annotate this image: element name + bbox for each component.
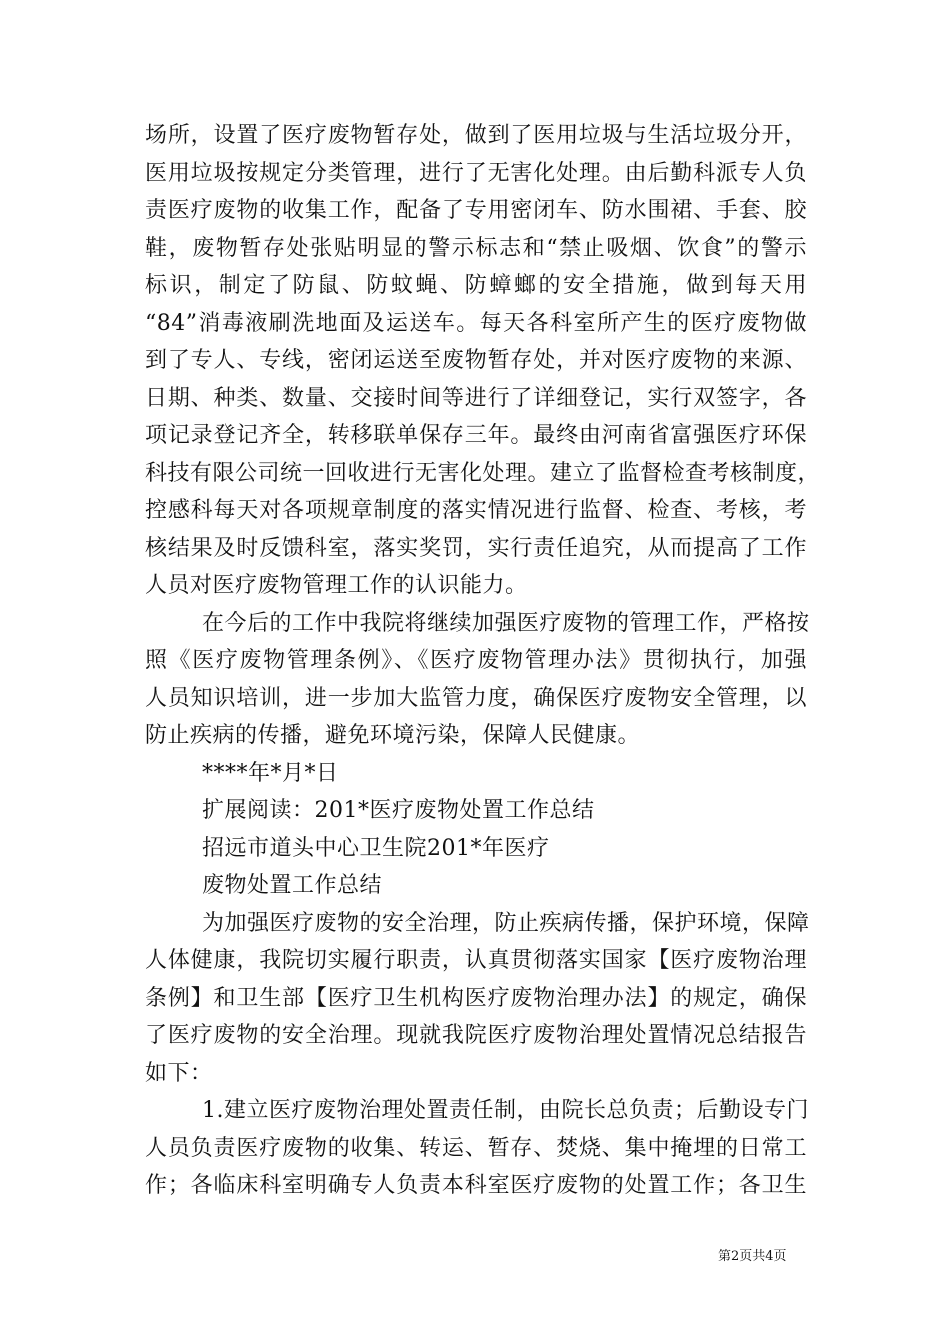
paragraph-line: 条例】和卫生部【医疗卫生机构医疗废物治理办法】的规定，确保 bbox=[145, 985, 807, 1011]
paragraph-line: 到了专人、专线，密闭运送至废物暂存处，并对医疗废物的来源、 bbox=[145, 348, 807, 373]
paragraph-line: 场所，设置了医疗废物暂存处，做到了医用垃圾与生活垃圾分开， bbox=[145, 123, 807, 148]
date-line: ****年*月*日 bbox=[202, 760, 339, 786]
paragraph-line: 1.建立医疗废物治理处置责任制，由院长总负责；后勤设专门 bbox=[202, 1098, 809, 1123]
section-title-line: 废物处置工作总结 bbox=[202, 873, 383, 898]
paragraph-line: 日期、种类、数量、交接时间等进行了详细登记，实行双签字，各 bbox=[145, 385, 807, 411]
paragraph-line: 标识，制定了防鼠、防蚊蝇、防蟑螂的安全措施，做到每天用 bbox=[145, 273, 807, 298]
paragraph-line: 人员知识培训，进一步加大监管力度，确保医疗废物安全管理，以 bbox=[145, 685, 807, 711]
paragraph-line: 照《医疗废物管理条例》、《医疗废物管理办法》贯彻执行，加强 bbox=[145, 648, 807, 673]
paragraph-line: 了医疗废物的安全治理。现就我院医疗废物治理处置情况总结报告 bbox=[145, 1023, 807, 1048]
extended-reading-line: 扩展阅读：201*医疗废物处置工作总结 bbox=[202, 798, 595, 823]
paragraph-line: 控感科每天对各项规章制度的落实情况进行监督、检查、考核，考 bbox=[145, 498, 807, 523]
paragraph-line: 人员负责医疗废物的收集、转运、暂存、焚烧、集中掩埋的日常工 bbox=[145, 1135, 807, 1161]
document-body bbox=[145, 117, 821, 1205]
paragraph-line: “84”消毒液刷洗地面及运送车。每天各科室所产生的医疗废物做 bbox=[145, 310, 807, 336]
paragraph-line: 医用垃圾按规定分类管理，进行了无害化处理。由后勤科派专人负 bbox=[145, 160, 807, 186]
paragraph-line: 防止疾病的传播，避免环境污染，保障人民健康。 bbox=[145, 723, 641, 748]
paragraph-line: 核结果及时反馈科室，落实奖罚，实行责任追究，从而提高了工作 bbox=[145, 535, 807, 561]
paragraph-line: 科技有限公司统一回收进行无害化处理。建立了监督检查考核制度， bbox=[145, 460, 821, 486]
paragraph-line: 作；各临床科室明确专人负责本科室医疗废物的处置工作；各卫生 bbox=[145, 1173, 807, 1198]
paragraph-line: 项记录登记齐全，转移联单保存三年。最终由河南省富强医疗环保 bbox=[145, 423, 807, 448]
paragraph-line: 鞋，废物暂存处张贴明显的警示标志和“禁止吸烟、饮食”的警示 bbox=[145, 235, 807, 261]
paragraph-line: 人员对医疗废物管理工作的认识能力。 bbox=[145, 573, 528, 598]
paragraph-line: 为加强医疗废物的安全治理，防止疾病传播，保护环境，保障 bbox=[202, 910, 810, 936]
paragraph-line: 人体健康，我院切实履行职责，认真贯彻落实国家【医疗废物治理 bbox=[145, 948, 807, 973]
section-title-line: 招远市道头中心卫生院201*年医疗 bbox=[202, 835, 550, 861]
paragraph-line: 责医疗废物的收集工作，配备了专用密闭车、防水围裙、手套、胶 bbox=[145, 198, 807, 223]
page-number: 第2页共4页 bbox=[718, 1249, 787, 1264]
paragraph-line: 如下： bbox=[145, 1060, 213, 1086]
paragraph-line: 在今后的工作中我院将继续加强医疗废物的管理工作，严格按 bbox=[202, 610, 810, 636]
